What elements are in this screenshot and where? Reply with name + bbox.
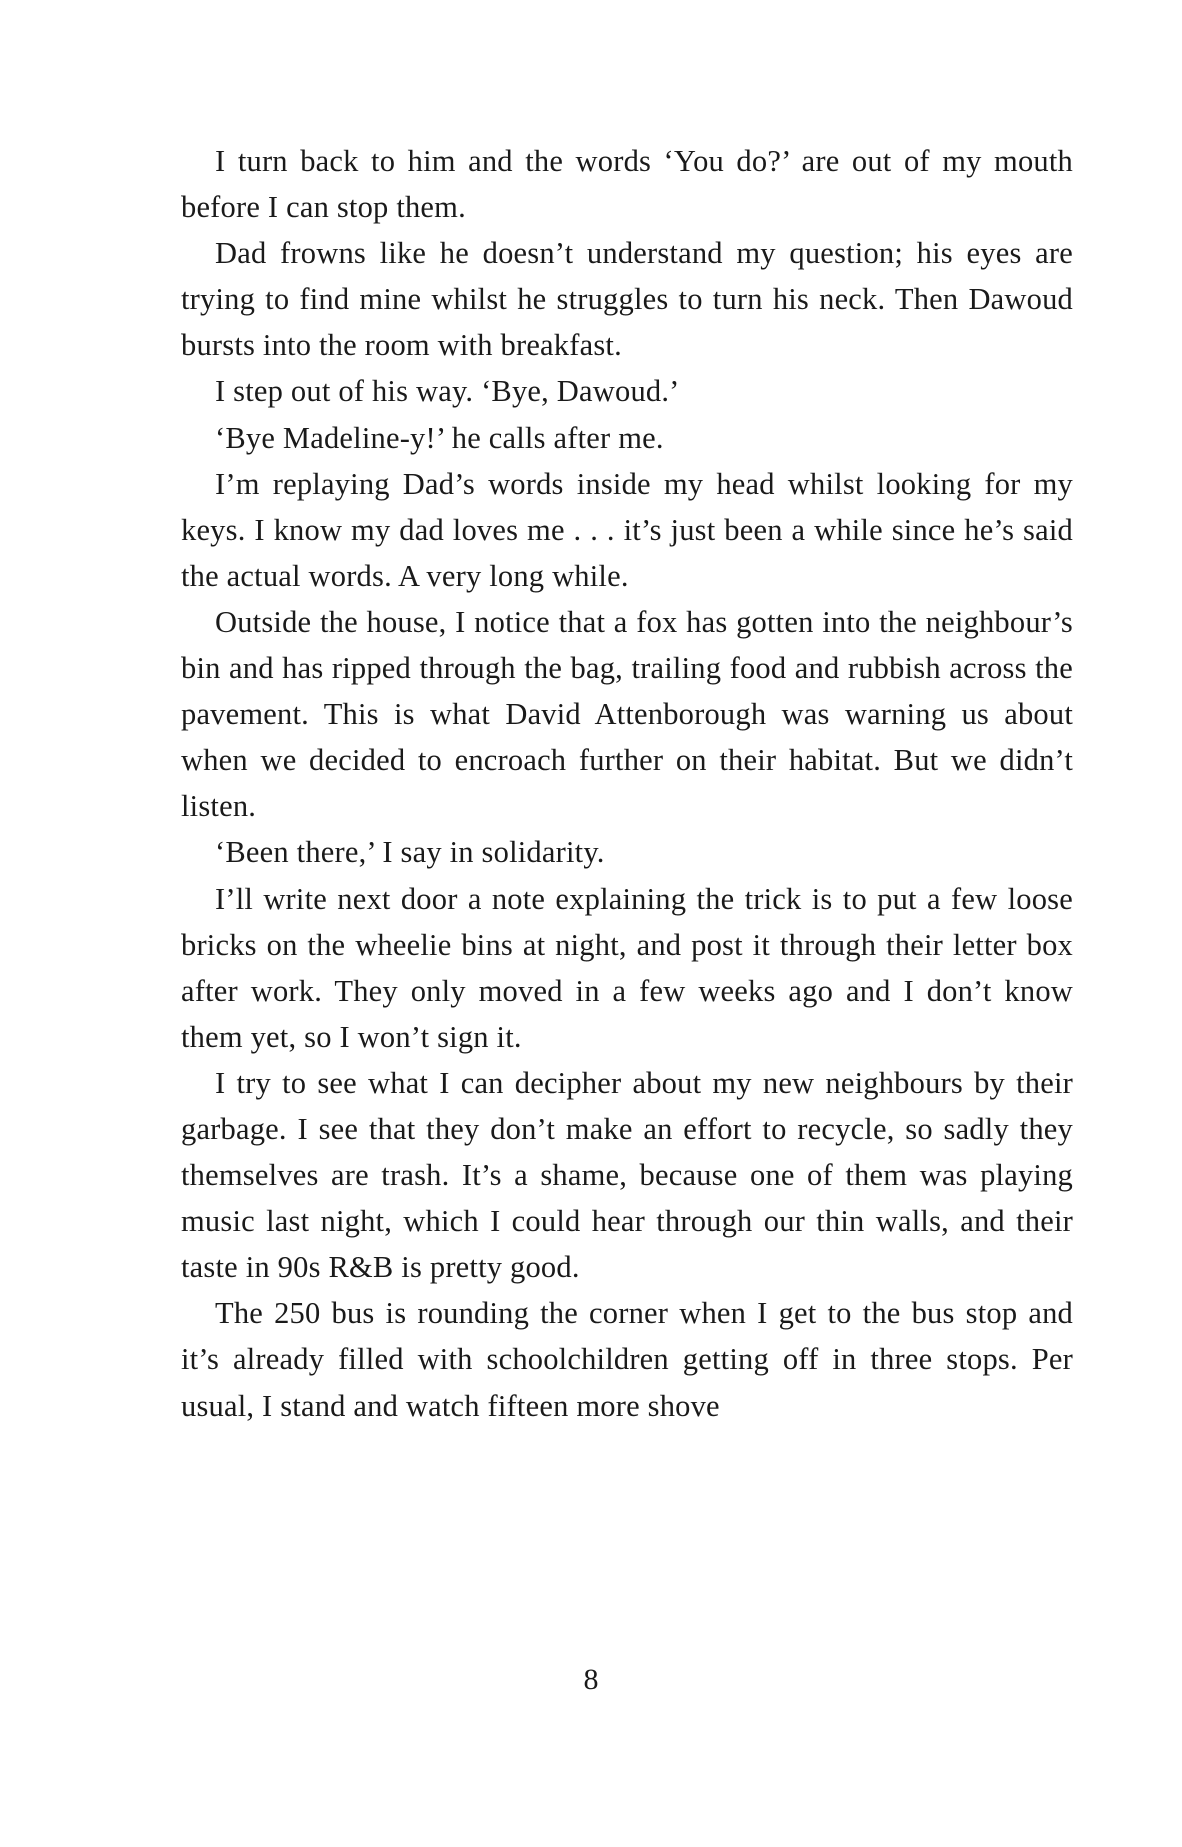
page-number: 8 [583,1663,599,1696]
body-text [181,138,1073,1429]
paragraph: ‘Been there,’ I say in solidarity. [215,835,605,870]
paragraph: I’ll write next door a note explaining the trick is to put a few loose bricks on the wheelie bins at night, and post it through their letter box after work. They only moved in a few weeks ago and I don’t know them yet, so I won’t sign it. [181,881,1073,1054]
paragraph: ‘Bye Madeline-y!’ he calls after me. [215,420,664,455]
paragraph: I try to see what I can decipher about my new neighbours by their garbage. I see that they don’t make an effort to recycle, so sadly they themselves are trash. It’s a shame, because one of them was playing music last night, which I could hear through our thin walls, and their taste in 90s R&B is pretty good. [181,1065,1073,1285]
paragraph: Outside the house, I notice that a fox has gotten into the neighbour’s bin and has ripped through the bag, trailing food and rubbish across the pavement. This is what David Attenborough was warning us about when we decided to encroach further on their habitat. But we didn’t listen. [181,604,1073,824]
paragraph: The 250 bus is rounding the corner when I get to the bus stop and it’s already filled with schoolchildren getting off in three stops. Per usual, I stand and watch fifteen more shove [181,1296,1073,1423]
paragraph: Dad frowns like he doesn’t understand my question; his eyes are trying to find mine whilst he struggles to turn his neck. Then Dawoud bursts into the room with breakfast. [181,236,1073,363]
paragraph: I’m replaying Dad’s words inside my head whilst looking for my keys. I know my dad loves me . . . it’s just been a while since he’s said the actual words. A very long while. [181,466,1073,593]
paragraph: I turn back to him and the words ‘You do?’ are out of my mouth before I can stop them. [181,144,1073,225]
paragraph: I step out of his way. ‘Bye, Dawoud.’ [215,374,680,409]
